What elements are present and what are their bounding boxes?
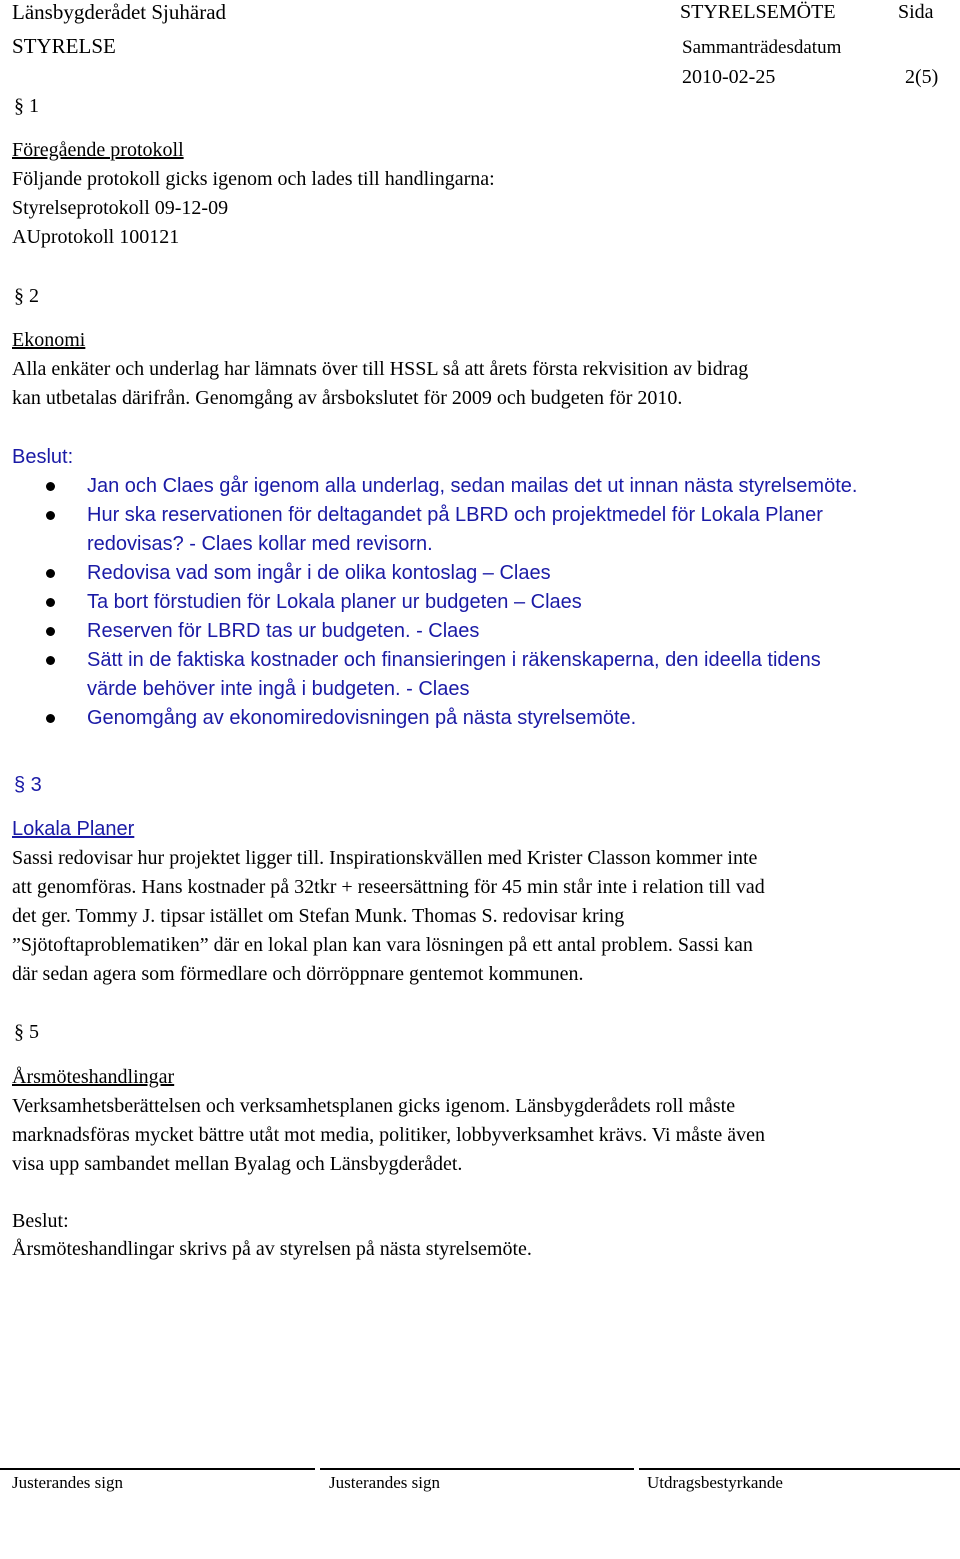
section-2-line: kan utbetalas därifrån. Genomgång av årsbokslutet för 2009 och budgeten för 2010.	[12, 387, 683, 409]
section-5	[12, 1063, 765, 1179]
section-3-line: det ger. Tommy J. tipsar istället om Stefan Munk. Thomas S. redovisar kring	[12, 905, 625, 927]
section-2-heading: Ekonomi	[12, 329, 86, 351]
list-item: Redovisa vad som ingår i de olika kontoslag – Claes	[46, 559, 857, 588]
section-3-number: § 3	[14, 774, 42, 796]
section-5-heading: Årsmöteshandlingar	[12, 1066, 175, 1088]
list-item: Sätt in de faktiska kostnader och finansieringen i räkenskaperna, den ideella tidens värde behöver inte ingå i budgeten. - Claes	[46, 646, 857, 704]
bullet-dot	[46, 598, 55, 607]
section-5-decision: Årsmöteshandlingar skrivs på av styrelsen på nästa styrelsemöte.	[12, 1238, 532, 1260]
bullet-dot	[46, 714, 55, 723]
bullet-dot	[46, 656, 55, 665]
bullet-dot	[46, 627, 55, 636]
list-item: Genomgång av ekonomiredovisningen på nästa styrelsemöte.	[46, 704, 857, 733]
meeting-date: 2010-02-25	[682, 66, 776, 88]
list-item: Ta bort förstudien för Lokala planer ur budgeten – Claes	[46, 588, 857, 617]
doc-type: STYRELSEMÖTE	[680, 1, 836, 23]
section-1-line: Följande protokoll gicks igenom och lades till handlingarna:	[12, 168, 495, 190]
section-3-heading: Lokala Planer	[12, 818, 135, 840]
dept-name: STYRELSE	[12, 34, 116, 58]
bullet-dot	[46, 511, 55, 520]
date-label: Sammanträdesdatum	[682, 37, 842, 58]
section-3-line: att genomföras. Hans kostnader på 32tkr + reseersättning för 45 min står inte i relation till vad	[12, 876, 765, 898]
section-1	[12, 136, 495, 252]
section-2-number: § 2	[14, 285, 39, 307]
sign-label-1: Justerandes sign	[12, 1473, 123, 1492]
decision-bullet-list	[46, 472, 857, 733]
section-3	[12, 815, 765, 989]
section-2-line: Alla enkäter och underlag har lämnats över till HSSL så att årets första rekvisition av bidrag	[12, 358, 749, 380]
section-5-number: § 5	[14, 1021, 39, 1043]
bullet-dot	[46, 569, 55, 578]
section-2-decision-label: Beslut:	[12, 446, 74, 468]
section-1-number: § 1	[14, 95, 39, 117]
page-label: Sida	[898, 1, 934, 23]
sign-label-3: Utdragsbestyrkande	[647, 1473, 783, 1492]
section-5-line: Verksamhetsberättelsen och verksamhetsplanen gicks igenom. Länsbygderådets roll måste	[12, 1095, 736, 1117]
list-item: Hur ska reservationen för deltagandet på LBRD och projektmedel för Lokala Planer redovisas? - Claes kollar med revisorn.	[46, 501, 857, 559]
sign-label-2: Justerandes sign	[329, 1473, 440, 1492]
bullet-dot	[46, 482, 55, 491]
org-name: Länsbygderådet Sjuhärad	[12, 0, 227, 24]
list-item: Reserven för LBRD tas ur budgeten. - Claes	[46, 617, 857, 646]
signature-line	[639, 1468, 960, 1470]
section-3-line: ”Sjötoftaproblematiken” där en lokal plan kan vara lösningen på ett antal problem. Sassi kan	[12, 934, 753, 956]
section-5-decision-label: Beslut:	[12, 1210, 69, 1232]
section-5-line: visa upp sambandet mellan Byalag och Länsbygderådet.	[12, 1153, 463, 1175]
section-5-line: marknadsföras mycket bättre utåt mot media, politiker, lobbyverksamhet krävs. Vi måste även	[12, 1124, 765, 1146]
section-2	[12, 326, 748, 413]
section-1-line: Styrelseprotokoll 09-12-09	[12, 197, 229, 219]
signature-line	[0, 1468, 315, 1470]
section-1-line: AUprotokoll 100121	[12, 226, 180, 248]
section-3-line: där sedan agera som förmedlare och dörröppnare gentemot kommunen.	[12, 963, 584, 985]
page-number: 2(5)	[905, 66, 939, 88]
list-item: Jan och Claes går igenom alla underlag, sedan mailas det ut innan nästa styrelsemöte.	[46, 472, 857, 501]
section-1-heading: Föregående protokoll	[12, 139, 184, 161]
section-3-line: Sassi redovisar hur projektet ligger till. Inspirationskvällen med Krister Classon kommer inte	[12, 847, 758, 869]
signature-line	[320, 1468, 634, 1470]
